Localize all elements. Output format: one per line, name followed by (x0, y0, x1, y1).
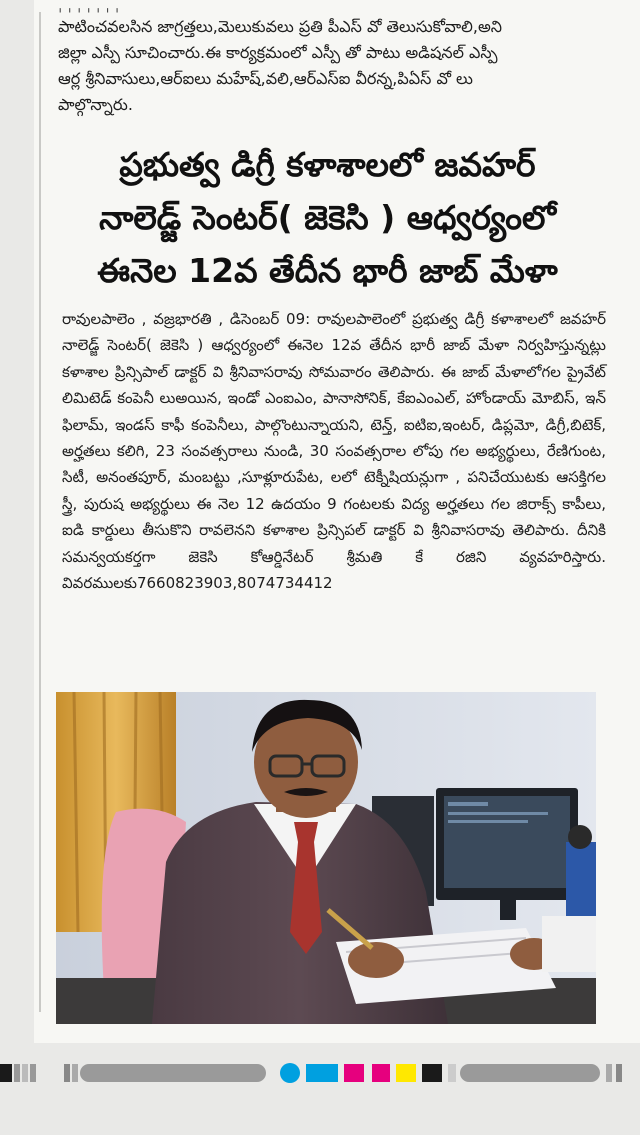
print-registration-marks (0, 1060, 640, 1086)
statue (566, 842, 596, 922)
article-body (62, 306, 606, 596)
headline-line-2: నాలెడ్జ్ సెంటర్( జెకెసి ) ఆధ్వర్యంలో (99, 198, 556, 237)
article-dateline: రావులపాలెం , వజ్రభారతి , డిసెంబర్ 09: (62, 310, 311, 328)
prev-line-4: పాల్గొన్నారు. (58, 95, 133, 114)
prev-line-2: జిల్లా ఎస్పీ సూచించారు.ఈ కార్యక్రమంలో ఎస్పీ తో పాటు అడిషనల్ ఎస్పీ (58, 43, 498, 62)
prev-line-1: పాటించవలసిన జాగ్రత్తలు,మెలుకువలు ప్రతి పీఎస్ వో తెలుసుకోవాలి,అని (58, 17, 502, 36)
article-body-text: రావులపాలెంలో ప్రభుత్వ డిగ్రీ కళాశాలలో జవహర్ నాలెడ్జ్ సెంటర్( జెకెసి ) ఆధ్వర్యంలో ఈనెల 12వ తేదీన భారీ జాబ్ మేళా నిర్వహిస్తున్నట్లు కళాశాల ప్రిన్సిపాల్ డాక్టర్ వి శ్రీనివాసరావు సోమవారం తెలిపారు. ఈ జాబ్ మేళాలోగల ప్రైవేట్ లిమిటెడ్ కంపెనీ లుఅయిన, ఇండో ఎంఐఎం, పానాసోనిక్, కేఐఎంఎల్, హోండాయ్ మోబిస్, ఇన్ ఫిలామ్, ఇండస్ కాఫీ కంపెనీలు, పాల్గొంటున్నాయని, టెన్త్, ఐటిఐ,ఇంటర్, డిప్లమో, డిగ్రీ,బిటెక్, అర్హతలు కలిగి, 23 సంవత్సరాలు నుండి, 30 సంవత్సరాల లోపు గల అభ్యర్థులు, రేణిగుంట, సిటీ, అనంతపూర్, మంబట్టు ,సూళ్లూరుపేట, లలో టెక్నీషియన్లుగా , పనిచేయుటకు ఆసక్తిగల స్త్రీ, పురుష అభ్యర్థులు ఈ నెల 12 ఉదయం 9 గంటలకు విద్య అర్హతలు గల జిరాక్స్ కాపీలు, ఐడి కార్డులు తీసుకొని రావలెనని కళాశాల ప్రిన్సిపల్ డాక్టర్ వి శ్రీనివాసరావు తెలిపారు. దీనికి సమన్వయకర్తగా జెకెసి కోఆర్డినేటర్ శ్రీమతి కే రజిని వ్యవహరిస్తారు. వివరములకు7660823903,8074734412 (62, 310, 606, 593)
cut-off-line: ˌ ˌ ˌ ˌ ˌ ˌ ˌ (58, 0, 120, 14)
prev-line-3: ఆర్ల శ్రీనివాసులు,ఆర్ఐలు మహేష్,వలి,ఆర్ఎస్ఐ వీరన్న,పిఏస్ వో లు (58, 69, 473, 88)
principal-photo (56, 692, 596, 1024)
headline-line-1: ప్రభుత్వ డిగ్రీ కళాశాలలో జవహర్ (119, 145, 536, 184)
previous-article-tail (58, 0, 628, 118)
article-headline (40, 138, 615, 297)
headline-line-3: ఈనెల 12వ తేదీన భారీ జాబ్ మేళా (97, 251, 558, 290)
